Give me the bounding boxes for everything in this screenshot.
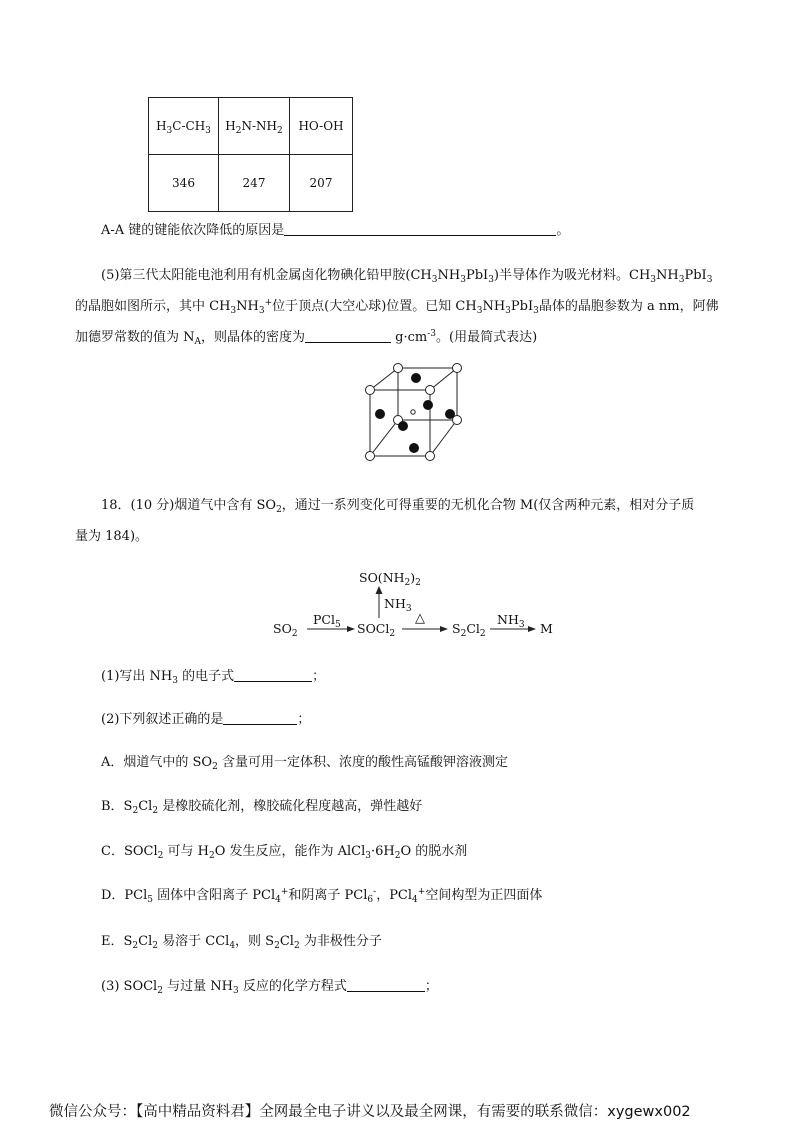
arrow3 (490, 625, 536, 633)
table-cell: 247 (219, 155, 290, 212)
option-d: D．PCl$_5$ 固体中含阳离子 PCl$_4$+和阴离子 PCl$_6$-，PCl$_4$+空间构型为正四面体 (101, 887, 543, 905)
answer-blank[interactable] (284, 223, 556, 236)
table-header-cell: $H_3C-CH_3$ (149, 98, 219, 155)
answer-blank[interactable] (223, 712, 297, 725)
option-b: B．$S_2Cl_2$ 是橡胶硫化剂，橡胶硫化程度越高，弹性越好 (101, 799, 423, 816)
arrow1-reagent: PCl$_5$ (313, 612, 341, 630)
option-c: C．SOCl$_2$ 可与 $H_2O$ 发生反应，能作为 $AlCl_3\cdot 6H_2O$ 的脱水剂 (101, 844, 468, 861)
table-cell: 207 (290, 155, 353, 212)
q5-line3: 加德罗常数的值为 $N_A$，则晶体的密度为 $g\cdot cm^{-3}$。(用最简式表达) (75, 329, 538, 347)
intermediate-s2cl2: $S_2Cl_2$ (452, 621, 486, 639)
arrow3-reagent: $NH_3$ (497, 612, 525, 630)
q18-line1: 18．(10 分)烟道气中含有 $SO_2$，通过一系列变化可得重要的无机化合物 M(仅含两种元素，相对分子质 (101, 498, 695, 515)
answer-blank[interactable] (305, 330, 391, 343)
bond-energy-table (148, 97, 353, 212)
arrow2 (402, 625, 448, 633)
q18-part2: (2)下列叙述正确的是 ； (101, 712, 311, 727)
q18-part1: (1)写出 $NH_3$ 的电子式 ； (101, 669, 326, 686)
scheme-top-product: $SO(NH_2)_2$ (359, 570, 421, 588)
q4-text: A-A 键的键能依次降低的原因是 (101, 223, 285, 238)
option-e: E．$S_2Cl_2$ 易溶于 CCl$_4$，则 $S_2Cl_2$ 为非极性分子 (101, 934, 382, 951)
option-a: A．烟道气中的 $SO_2$ 含量可用一定体积、浓度的酸性高锰酸钾溶液测定 (101, 755, 508, 772)
reactant-so2: $SO_2$ (273, 621, 298, 639)
answer-blank[interactable] (234, 669, 312, 682)
arrow1 (307, 625, 355, 633)
table-header-cell: $H_2N-NH_2$ (219, 98, 290, 155)
unit-cell-figure (358, 362, 468, 462)
intermediate-socl2: SOCl$_2$ (357, 621, 396, 639)
q5-line1: (5)第三代太阳能电池利用有机金属卤化物碘化铅甲胺$(CH_3NH_3PbI_3)$半导体作为吸光材料。$CH_3NH_3PbI_3$ (101, 268, 713, 285)
q18-part3: (3) SOCl$_2$ 与过量 $NH_3$ 反应的化学方程式 ； (101, 979, 438, 996)
table-header-cell: HO-OH (290, 98, 353, 155)
q18-line2: 量为 184)。 (75, 529, 149, 544)
arrow2-condition: △ (415, 611, 425, 626)
footer-note: 微信公众号：【高中精品资料君】全网最全电子讲义以及最全网课，有需要的联系微信：xygewx002 (49, 1104, 691, 1120)
q4-end: 。 (556, 223, 570, 238)
table-cell: 346 (149, 155, 219, 212)
q5-line2: 的晶胞如图所示，其中 $CH_3NH_3^+$位于顶点(大空心球)位置。已知 $CH_3NH_3PbI_3$晶体的晶胞参数为 a nm，阿佛 (75, 298, 719, 316)
q4-reason-line (101, 219, 569, 238)
answer-blank[interactable] (347, 979, 425, 992)
up-arrow (374, 586, 384, 618)
product-m: M (540, 621, 553, 636)
up-arrow-reagent: $NH_3$ (384, 596, 412, 614)
